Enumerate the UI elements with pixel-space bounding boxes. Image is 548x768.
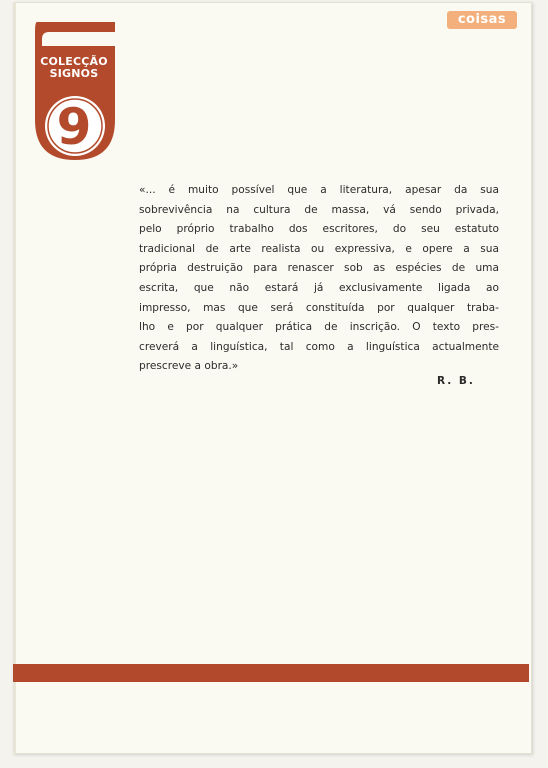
cover-edge	[13, 2, 16, 754]
quote-line: impresso, mas que será constituída por qualquer traba-	[139, 301, 499, 314]
quote-signature: R. B.	[437, 375, 475, 387]
logo-line-collection: COLECÇÃO	[40, 55, 108, 68]
volume-number: 9	[56, 98, 92, 156]
quote-line: tradicional de arte realista ou expressiva, e opere a sua	[139, 242, 499, 255]
collection-logo	[29, 22, 119, 164]
quote-line: sobrevivência na cultura de massa, vá sendo privada,	[139, 203, 499, 216]
quote-line: própria destruição para renascer sob as espécies de uma	[139, 262, 499, 275]
quote-line: «... é muito possível que a literatura, apesar da sua	[139, 184, 499, 196]
quote-line: prescreve a obra.»	[139, 360, 239, 373]
logo-line-signos: SIGNOS	[49, 67, 99, 80]
quote-line: pelo próprio trabalho dos escritores, do seu estatuto	[139, 223, 499, 236]
bottom-color-band	[13, 664, 529, 682]
coisas-watermark: coisas	[447, 11, 517, 29]
back-cover-quote	[139, 181, 499, 377]
quote-line: lho e por qualquer prática de inscrição. O texto pres-	[139, 321, 499, 334]
quote-line: escrita, que não estará já exclusivamente ligada ao	[139, 281, 499, 294]
quote-line: creverá a linguística, tal como a linguística actualmente	[139, 340, 499, 353]
